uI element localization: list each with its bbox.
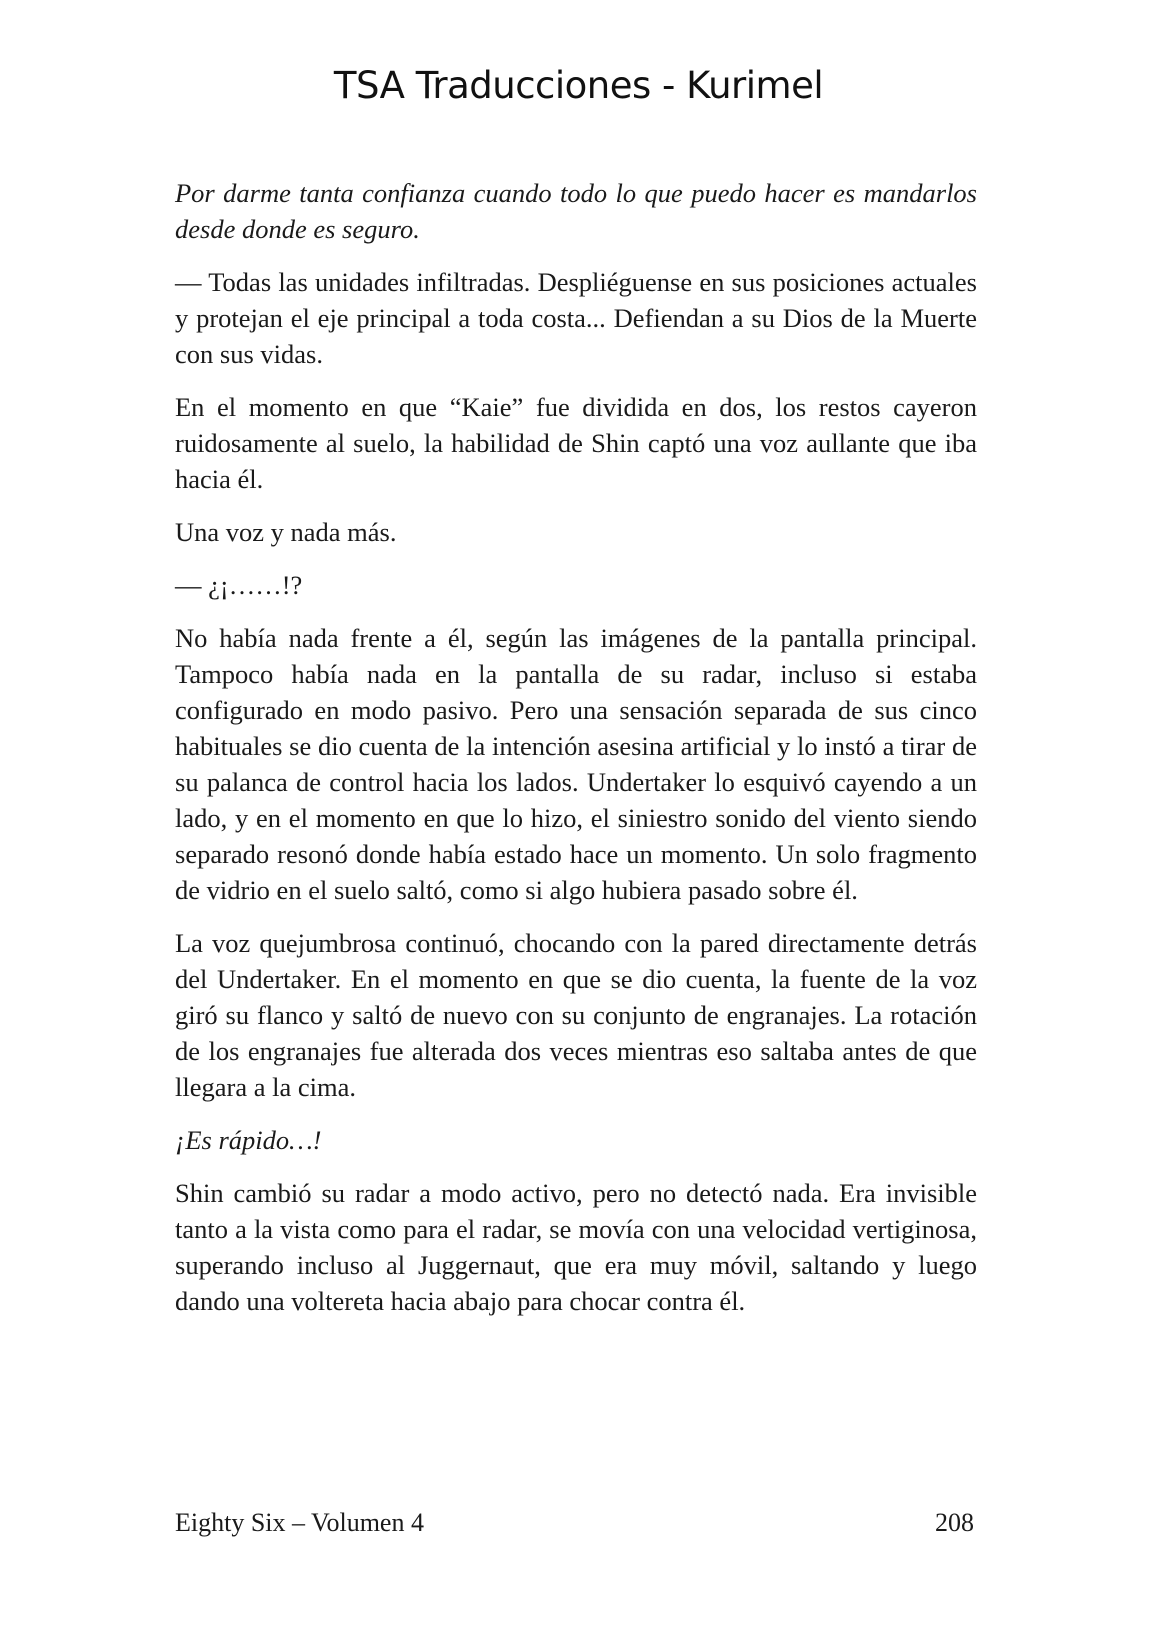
- paragraph-short: Una voz y nada más.: [175, 517, 397, 547]
- page-header-title: TSA Traducciones - Kurimel: [333, 64, 824, 107]
- page-body: [175, 175, 977, 1336]
- paragraph: Shin cambió su radar a modo activo, pero no detectó nada. Era invisible tanto a la vista como para el radar, se movía con una velocidad vertiginosa, superando incluso al Juggernaut, que era muy móvil, saltando y luego dando una voltereta hacia abajo para chocar contra él.: [175, 1178, 977, 1316]
- paragraph-dialogue: — Todas las unidades infiltradas. Despliéguense en sus posiciones actuales y protejan el eje principal a toda costa... Defiendan a su Dios de la Muerte con sus vidas.: [175, 267, 977, 369]
- page-number: 208: [935, 1508, 974, 1537]
- page-footer: [175, 1505, 977, 1541]
- paragraph: La voz quejumbrosa continuó, chocando con la pared directamente detrás del Undertaker. En el momento en que se dio cuenta, la fuente de la voz giró su flanco y saltó de nuevo con su conjunto de engranajes. La rotación de los engranajes fue alterada dos veces mientras eso saltaba antes de que llegara a la cima.: [175, 928, 977, 1102]
- paragraph-dialogue-exclamation: — ¿¡……!?: [175, 570, 303, 600]
- paragraph: En el momento en que “Kaie” fue dividida en dos, los restos cayeron ruidosamente al suelo, la habilidad de Shin captó una voz aullante que iba hacia él.: [175, 392, 977, 494]
- paragraph-italic-thought: ¡Es rápido…!: [175, 1125, 322, 1155]
- footer-book-title: Eighty Six – Volumen 4: [175, 1508, 424, 1537]
- paragraph: No había nada frente a él, según las imágenes de la pantalla principal. Tampoco había nada en la pantalla de su radar, incluso si estaba configurado en modo pasivo. Pero una sensación separada de sus cinco habituales se dio cuenta de la intención asesina artificial y lo instó a tirar de su palanca de control hacia los lados. Undertaker lo esquivó cayendo a un lado, y en el momento en que lo hizo, el siniestro sonido del viento siendo separado resonó donde había estado hace un momento. Un solo fragmento de vidrio en el suelo saltó, como si algo hubiera pasado sobre él.: [175, 623, 977, 905]
- paragraph-italic-thought: Por darme tanta confianza cuando todo lo que puedo hacer es mandarlos desde donde es seguro.: [175, 178, 977, 244]
